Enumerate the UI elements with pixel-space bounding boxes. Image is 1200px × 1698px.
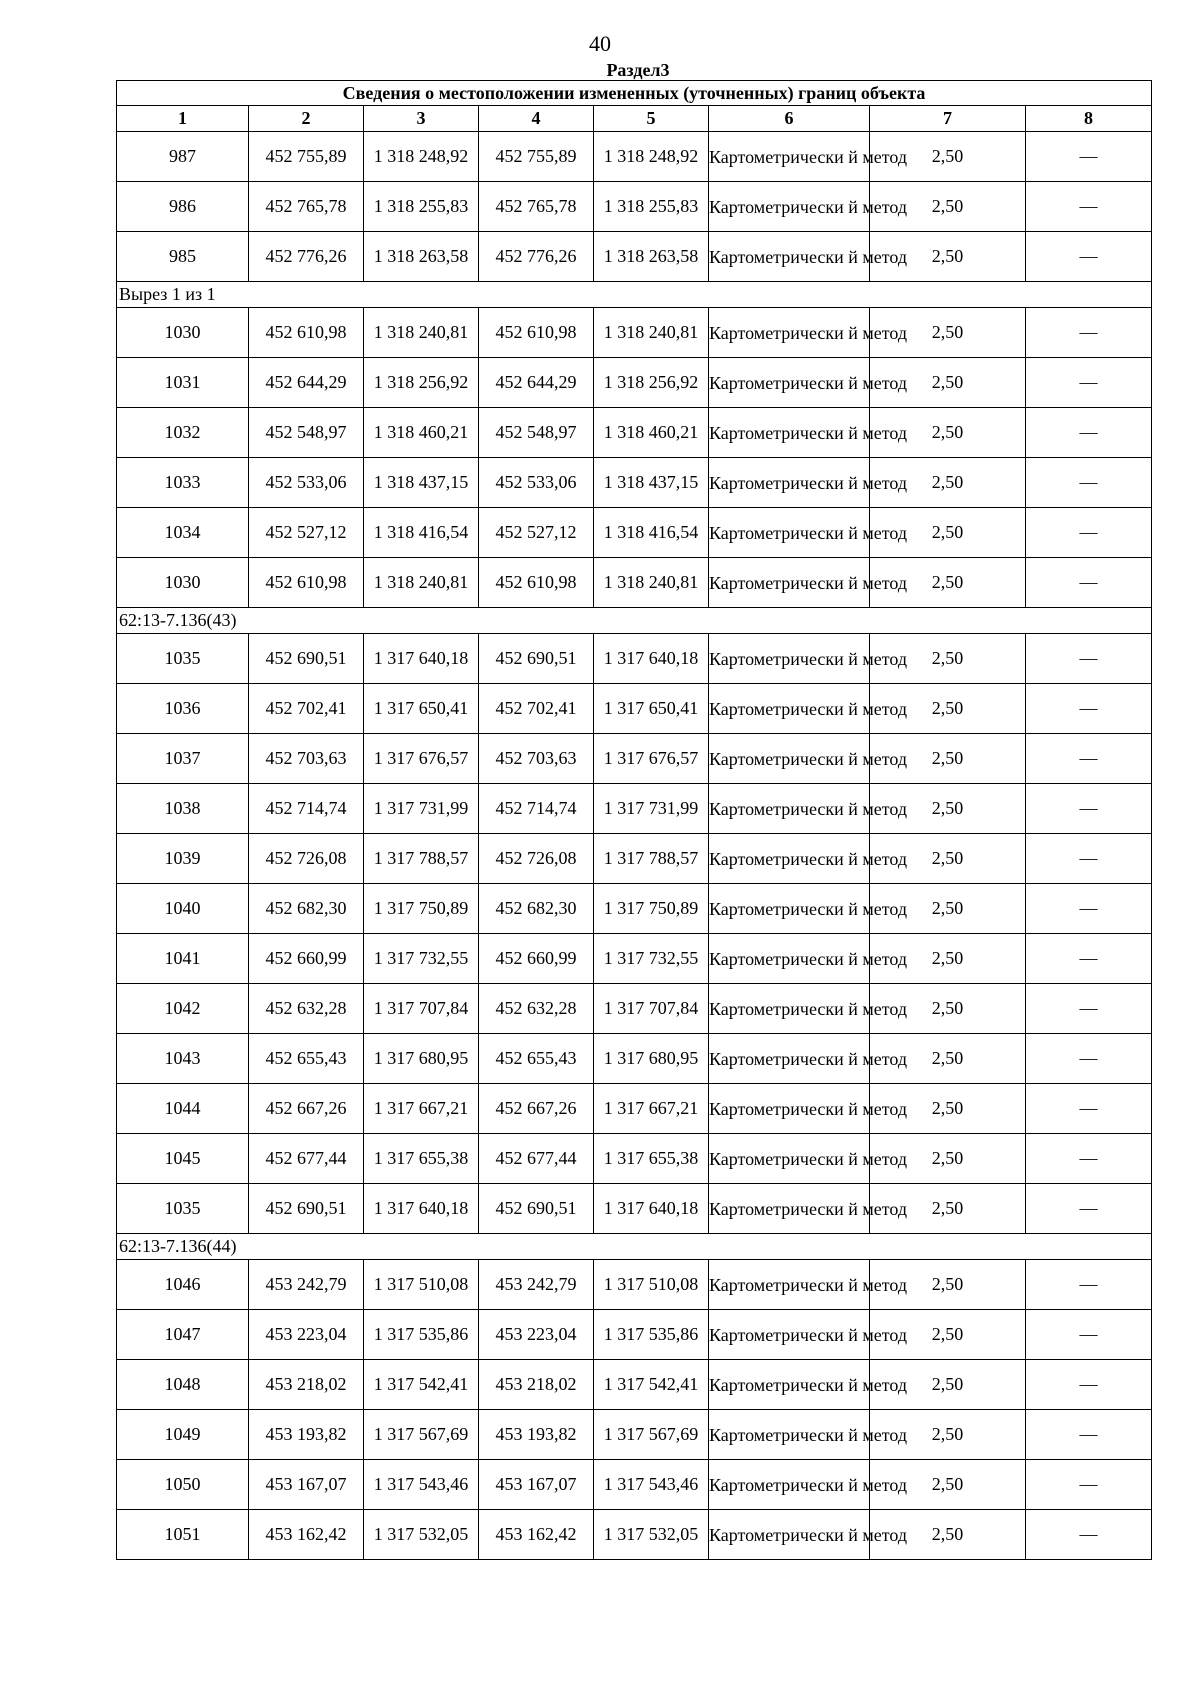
y-new-cell: 1 318 416,54 (594, 508, 709, 558)
x-old-cell: 453 242,79 (249, 1260, 364, 1310)
column-number: 8 (1026, 106, 1152, 132)
method-cell: Картометрически й метод (709, 1410, 870, 1460)
precision-cell: 2,50 (870, 634, 1026, 684)
y-old-cell: 1 317 750,89 (364, 884, 479, 934)
method-cell: Картометрически й метод (709, 358, 870, 408)
y-old-cell: 1 318 263,58 (364, 232, 479, 282)
y-old-cell: 1 318 248,92 (364, 132, 479, 182)
x-old-cell: 452 726,08 (249, 834, 364, 884)
precision-cell: 2,50 (870, 1034, 1026, 1084)
y-old-cell: 1 317 535,86 (364, 1310, 479, 1360)
precision-cell: 2,50 (870, 684, 1026, 734)
y-old-cell: 1 317 542,41 (364, 1360, 479, 1410)
point-number-cell: 1034 (117, 508, 249, 558)
description-cell: — (1026, 1184, 1152, 1234)
table-row (117, 934, 1152, 984)
method-cell: Картометрически й метод (709, 1260, 870, 1310)
table-row (117, 132, 1152, 182)
y-new-cell: 1 317 732,55 (594, 934, 709, 984)
method-cell: Картометрически й метод (709, 308, 870, 358)
column-number: 6 (709, 106, 870, 132)
table-row (117, 1310, 1152, 1360)
table-row (117, 1034, 1152, 1084)
x-new-cell: 452 610,98 (479, 558, 594, 608)
precision-cell: 2,50 (870, 734, 1026, 784)
point-number-cell: 1050 (117, 1460, 249, 1510)
method-cell: Картометрически й метод (709, 1134, 870, 1184)
y-new-cell: 1 318 263,58 (594, 232, 709, 282)
y-old-cell: 1 317 655,38 (364, 1134, 479, 1184)
table-row (117, 1460, 1152, 1510)
y-new-cell: 1 317 532,05 (594, 1510, 709, 1560)
y-old-cell: 1 317 707,84 (364, 984, 479, 1034)
group-label-row (117, 608, 1152, 634)
precision-cell: 2,50 (870, 408, 1026, 458)
table-row (117, 1134, 1152, 1184)
y-new-cell: 1 318 256,92 (594, 358, 709, 408)
x-old-cell: 452 703,63 (249, 734, 364, 784)
method-cell: Картометрически й метод (709, 1184, 870, 1234)
table-row (117, 684, 1152, 734)
x-old-cell: 453 162,42 (249, 1510, 364, 1560)
table-row (117, 1084, 1152, 1134)
point-number-cell: 1035 (117, 1184, 249, 1234)
table-row (117, 884, 1152, 934)
table-row (117, 1410, 1152, 1460)
precision-cell: 2,50 (870, 132, 1026, 182)
precision-cell: 2,50 (870, 784, 1026, 834)
y-new-cell: 1 317 788,57 (594, 834, 709, 884)
precision-cell: 2,50 (870, 358, 1026, 408)
method-cell: Картометрически й метод (709, 834, 870, 884)
description-cell: — (1026, 784, 1152, 834)
table-row (117, 1360, 1152, 1410)
description-cell: — (1026, 1510, 1152, 1560)
method-cell: Картометрически й метод (709, 884, 870, 934)
y-new-cell: 1 317 680,95 (594, 1034, 709, 1084)
y-new-cell: 1 317 567,69 (594, 1410, 709, 1460)
x-old-cell: 452 765,78 (249, 182, 364, 232)
precision-cell: 2,50 (870, 984, 1026, 1034)
x-old-cell: 452 690,51 (249, 634, 364, 684)
y-new-cell: 1 317 543,46 (594, 1460, 709, 1510)
y-new-cell: 1 317 750,89 (594, 884, 709, 934)
column-number: 3 (364, 106, 479, 132)
point-number-cell: 1040 (117, 884, 249, 934)
x-old-cell: 452 690,51 (249, 1184, 364, 1234)
x-old-cell: 452 682,30 (249, 884, 364, 934)
description-cell: — (1026, 458, 1152, 508)
column-number: 2 (249, 106, 364, 132)
x-new-cell: 453 218,02 (479, 1360, 594, 1410)
y-new-cell: 1 317 676,57 (594, 734, 709, 784)
point-number-cell: 987 (117, 132, 249, 182)
x-new-cell: 452 667,26 (479, 1084, 594, 1134)
method-cell: Картометрически й метод (709, 734, 870, 784)
section-title: Раздел3 (606, 60, 670, 80)
description-cell: — (1026, 1360, 1152, 1410)
y-new-cell: 1 318 437,15 (594, 458, 709, 508)
method-cell: Картометрически й метод (709, 984, 870, 1034)
coordinates-table (116, 80, 1152, 1560)
description-cell: — (1026, 834, 1152, 884)
method-cell: Картометрически й метод (709, 232, 870, 282)
point-number-cell: 1035 (117, 634, 249, 684)
description-cell: — (1026, 1460, 1152, 1510)
table-row (117, 308, 1152, 358)
x-new-cell: 452 527,12 (479, 508, 594, 558)
description-cell: — (1026, 1034, 1152, 1084)
description-cell: — (1026, 734, 1152, 784)
point-number-cell: 1043 (117, 1034, 249, 1084)
x-old-cell: 452 610,98 (249, 308, 364, 358)
y-old-cell: 1 317 650,41 (364, 684, 479, 734)
y-old-cell: 1 318 256,92 (364, 358, 479, 408)
precision-cell: 2,50 (870, 308, 1026, 358)
point-number-cell: 1039 (117, 834, 249, 884)
column-number: 7 (870, 106, 1026, 132)
point-number-cell: 1048 (117, 1360, 249, 1410)
y-new-cell: 1 318 240,81 (594, 558, 709, 608)
y-new-cell: 1 318 460,21 (594, 408, 709, 458)
method-cell: Картометрически й метод (709, 558, 870, 608)
table-row (117, 834, 1152, 884)
point-number-cell: 985 (117, 232, 249, 282)
column-number: 1 (117, 106, 249, 132)
method-cell: Картометрически й метод (709, 1460, 870, 1510)
y-new-cell: 1 317 510,08 (594, 1260, 709, 1310)
x-new-cell: 452 677,44 (479, 1134, 594, 1184)
description-cell: — (1026, 508, 1152, 558)
column-number-row (117, 106, 1152, 132)
precision-cell: 2,50 (870, 1310, 1026, 1360)
point-number-cell: 1046 (117, 1260, 249, 1310)
x-new-cell: 453 162,42 (479, 1510, 594, 1560)
x-new-cell: 452 533,06 (479, 458, 594, 508)
x-old-cell: 452 548,97 (249, 408, 364, 458)
precision-cell: 2,50 (870, 182, 1026, 232)
x-old-cell: 452 677,44 (249, 1134, 364, 1184)
description-cell: — (1026, 558, 1152, 608)
method-cell: Картометрически й метод (709, 934, 870, 984)
x-new-cell: 452 644,29 (479, 358, 594, 408)
point-number-cell: 1051 (117, 1510, 249, 1560)
y-new-cell: 1 318 240,81 (594, 308, 709, 358)
description-cell: — (1026, 684, 1152, 734)
y-old-cell: 1 317 731,99 (364, 784, 479, 834)
x-new-cell: 452 755,89 (479, 132, 594, 182)
method-cell: Картометрически й метод (709, 1360, 870, 1410)
x-old-cell: 452 655,43 (249, 1034, 364, 1084)
description-cell: — (1026, 1410, 1152, 1460)
x-old-cell: 452 527,12 (249, 508, 364, 558)
description-cell: — (1026, 1084, 1152, 1134)
point-number-cell: 1049 (117, 1410, 249, 1460)
y-old-cell: 1 318 240,81 (364, 308, 479, 358)
x-old-cell: 452 755,89 (249, 132, 364, 182)
x-new-cell: 452 660,99 (479, 934, 594, 984)
y-old-cell: 1 317 510,08 (364, 1260, 479, 1310)
x-new-cell: 453 193,82 (479, 1410, 594, 1460)
method-cell: Картометрически й метод (709, 458, 870, 508)
y-old-cell: 1 317 640,18 (364, 1184, 479, 1234)
method-cell: Картометрически й метод (709, 408, 870, 458)
point-number-cell: 1044 (117, 1084, 249, 1134)
description-cell: — (1026, 358, 1152, 408)
point-number-cell: 1032 (117, 408, 249, 458)
x-new-cell: 452 632,28 (479, 984, 594, 1034)
x-new-cell: 452 702,41 (479, 684, 594, 734)
group-label-row (117, 1234, 1152, 1260)
table-body (117, 132, 1152, 1560)
precision-cell: 2,50 (870, 884, 1026, 934)
precision-cell: 2,50 (870, 458, 1026, 508)
precision-cell: 2,50 (870, 1510, 1026, 1560)
y-new-cell: 1 318 255,83 (594, 182, 709, 232)
description-cell: — (1026, 308, 1152, 358)
table-row (117, 984, 1152, 1034)
x-old-cell: 453 167,07 (249, 1460, 364, 1510)
y-new-cell: 1 318 248,92 (594, 132, 709, 182)
x-old-cell: 452 776,26 (249, 232, 364, 282)
y-old-cell: 1 317 667,21 (364, 1084, 479, 1134)
precision-cell: 2,50 (870, 1460, 1026, 1510)
x-new-cell: 452 703,63 (479, 734, 594, 784)
method-cell: Картометрически й метод (709, 1084, 870, 1134)
y-new-cell: 1 317 640,18 (594, 1184, 709, 1234)
method-cell: Картометрически й метод (709, 132, 870, 182)
method-cell: Картометрически й метод (709, 684, 870, 734)
point-number-cell: 1033 (117, 458, 249, 508)
x-new-cell: 452 690,51 (479, 1184, 594, 1234)
y-new-cell: 1 317 650,41 (594, 684, 709, 734)
description-cell: — (1026, 232, 1152, 282)
x-new-cell: 452 776,26 (479, 232, 594, 282)
x-new-cell: 452 548,97 (479, 408, 594, 458)
precision-cell: 2,50 (870, 232, 1026, 282)
precision-cell: 2,50 (870, 834, 1026, 884)
x-new-cell: 452 714,74 (479, 784, 594, 834)
table-row (117, 734, 1152, 784)
method-cell: Картометрически й метод (709, 182, 870, 232)
y-old-cell: 1 317 567,69 (364, 1410, 479, 1460)
x-old-cell: 453 218,02 (249, 1360, 364, 1410)
point-number-cell: 986 (117, 182, 249, 232)
table-caption: Сведения о местоположении измененных (уточненных) границ объекта (117, 81, 1152, 106)
x-old-cell: 452 644,29 (249, 358, 364, 408)
table-row (117, 232, 1152, 282)
x-old-cell: 452 702,41 (249, 684, 364, 734)
y-new-cell: 1 317 707,84 (594, 984, 709, 1034)
description-cell: — (1026, 408, 1152, 458)
table-row (117, 1260, 1152, 1310)
table-row (117, 784, 1152, 834)
y-old-cell: 1 318 437,15 (364, 458, 479, 508)
y-new-cell: 1 317 655,38 (594, 1134, 709, 1184)
point-number-cell: 1045 (117, 1134, 249, 1184)
point-number-cell: 1042 (117, 984, 249, 1034)
method-cell: Картометрически й метод (709, 1310, 870, 1360)
x-new-cell: 452 682,30 (479, 884, 594, 934)
y-new-cell: 1 317 667,21 (594, 1084, 709, 1134)
column-number: 4 (479, 106, 594, 132)
point-number-cell: 1041 (117, 934, 249, 984)
y-old-cell: 1 318 240,81 (364, 558, 479, 608)
y-old-cell: 1 317 640,18 (364, 634, 479, 684)
table-header (117, 81, 1152, 132)
precision-cell: 2,50 (870, 508, 1026, 558)
y-old-cell: 1 317 788,57 (364, 834, 479, 884)
method-cell: Картометрически й метод (709, 634, 870, 684)
x-new-cell: 452 655,43 (479, 1034, 594, 1084)
table-row (117, 408, 1152, 458)
precision-cell: 2,50 (870, 1260, 1026, 1310)
point-number-cell: 1036 (117, 684, 249, 734)
description-cell: — (1026, 634, 1152, 684)
point-number-cell: 1047 (117, 1310, 249, 1360)
point-number-cell: 1030 (117, 558, 249, 608)
x-old-cell: 452 660,99 (249, 934, 364, 984)
description-cell: — (1026, 884, 1152, 934)
description-cell: — (1026, 934, 1152, 984)
method-cell: Картометрически й метод (709, 1034, 870, 1084)
x-new-cell: 452 610,98 (479, 308, 594, 358)
x-new-cell: 452 726,08 (479, 834, 594, 884)
x-old-cell: 452 632,28 (249, 984, 364, 1034)
point-number-cell: 1038 (117, 784, 249, 834)
description-cell: — (1026, 1260, 1152, 1310)
x-old-cell: 452 667,26 (249, 1084, 364, 1134)
y-old-cell: 1 317 532,05 (364, 1510, 479, 1560)
precision-cell: 2,50 (870, 558, 1026, 608)
x-old-cell: 452 714,74 (249, 784, 364, 834)
precision-cell: 2,50 (870, 1410, 1026, 1460)
table-row (117, 508, 1152, 558)
method-cell: Картометрически й метод (709, 508, 870, 558)
group-label: 62:13-7.136(44) (117, 1234, 1152, 1260)
x-old-cell: 452 533,06 (249, 458, 364, 508)
y-old-cell: 1 318 460,21 (364, 408, 479, 458)
y-new-cell: 1 317 731,99 (594, 784, 709, 834)
y-old-cell: 1 318 255,83 (364, 182, 479, 232)
y-new-cell: 1 317 542,41 (594, 1360, 709, 1410)
table-row (117, 558, 1152, 608)
page-number: 40 (589, 31, 611, 56)
x-new-cell: 452 690,51 (479, 634, 594, 684)
group-label: Вырез 1 из 1 (117, 282, 1152, 308)
y-old-cell: 1 317 676,57 (364, 734, 479, 784)
description-cell: — (1026, 984, 1152, 1034)
point-number-cell: 1031 (117, 358, 249, 408)
x-new-cell: 453 223,04 (479, 1310, 594, 1360)
precision-cell: 2,50 (870, 934, 1026, 984)
y-new-cell: 1 317 640,18 (594, 634, 709, 684)
precision-cell: 2,50 (870, 1184, 1026, 1234)
group-label: 62:13-7.136(43) (117, 608, 1152, 634)
x-old-cell: 452 610,98 (249, 558, 364, 608)
method-cell: Картометрически й метод (709, 784, 870, 834)
method-cell: Картометрически й метод (709, 1510, 870, 1560)
point-number-cell: 1030 (117, 308, 249, 358)
description-cell: — (1026, 1134, 1152, 1184)
table-row (117, 458, 1152, 508)
description-cell: — (1026, 132, 1152, 182)
precision-cell: 2,50 (870, 1084, 1026, 1134)
table-row (117, 634, 1152, 684)
table-row (117, 358, 1152, 408)
x-new-cell: 452 765,78 (479, 182, 594, 232)
x-new-cell: 453 242,79 (479, 1260, 594, 1310)
group-label-row (117, 282, 1152, 308)
y-old-cell: 1 317 732,55 (364, 934, 479, 984)
y-old-cell: 1 317 680,95 (364, 1034, 479, 1084)
x-new-cell: 453 167,07 (479, 1460, 594, 1510)
table-row (117, 182, 1152, 232)
x-old-cell: 453 223,04 (249, 1310, 364, 1360)
x-old-cell: 453 193,82 (249, 1410, 364, 1460)
precision-cell: 2,50 (870, 1134, 1026, 1184)
table-row (117, 1184, 1152, 1234)
description-cell: — (1026, 1310, 1152, 1360)
y-new-cell: 1 317 535,86 (594, 1310, 709, 1360)
y-old-cell: 1 317 543,46 (364, 1460, 479, 1510)
point-number-cell: 1037 (117, 734, 249, 784)
description-cell: — (1026, 182, 1152, 232)
table-row (117, 1510, 1152, 1560)
column-number: 5 (594, 106, 709, 132)
precision-cell: 2,50 (870, 1360, 1026, 1410)
y-old-cell: 1 318 416,54 (364, 508, 479, 558)
